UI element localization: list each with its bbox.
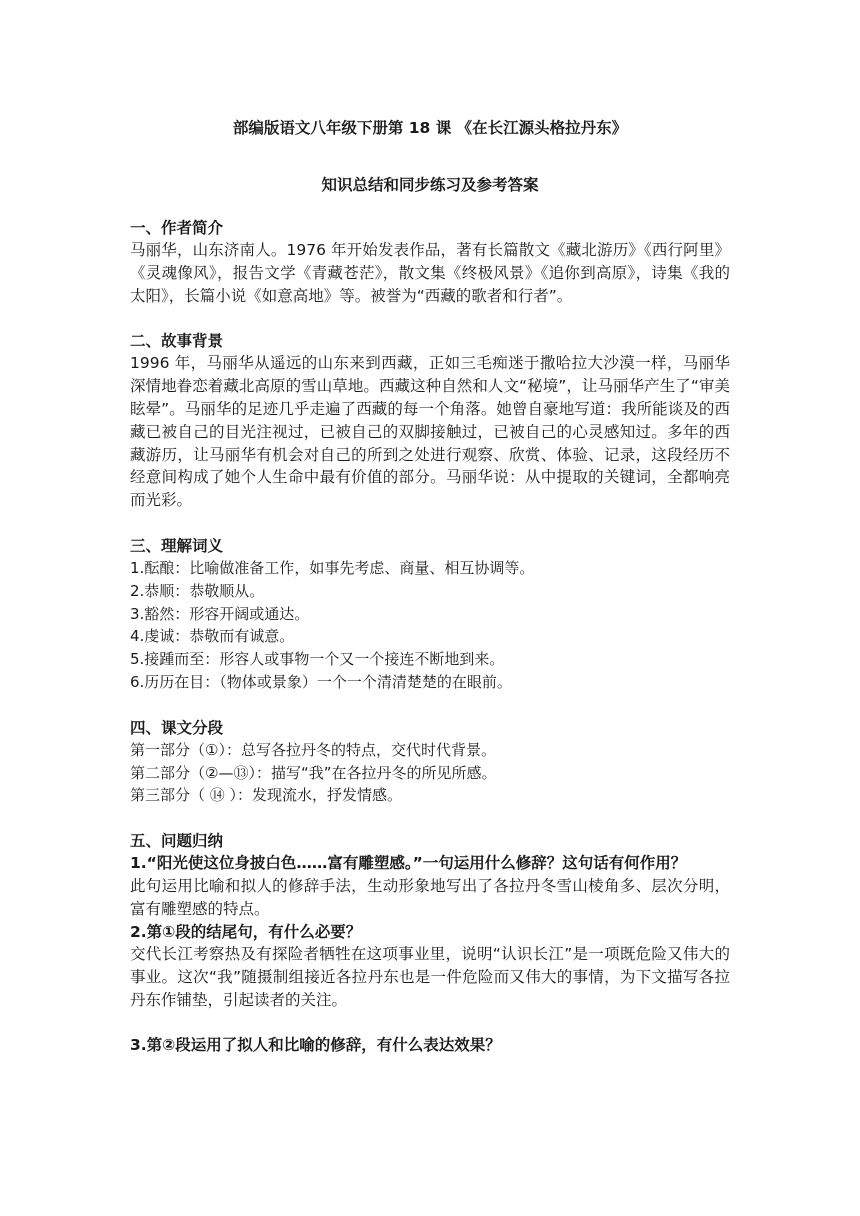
document-title: 部编版语文八年级下册第 18 课 《在长江源头格拉丹东》 bbox=[232, 119, 628, 137]
section-background bbox=[130, 330, 730, 512]
section-heading: 一、作者简介 bbox=[130, 219, 224, 237]
section-vocab bbox=[130, 535, 730, 694]
document-page bbox=[130, 118, 730, 1057]
section-paragraph: 马丽华，山东济南人。1976 年开始发表作品，著有长篇散文《藏北游历》《西行阿里》《灵魂像风》，报告文学《青藏苍茫》，散文集《终极风景》《追你到高原》，诗集《我的太阳》，长篇小说《如意高地》等。被誉为“西藏的歌者和行者”。 bbox=[130, 241, 730, 305]
section-heading: 四、课文分段 bbox=[130, 718, 224, 737]
vocab-item: 3.豁然：形容开阔或通达。 bbox=[130, 604, 310, 623]
section-paragraph: 1996 年，马丽华从遥远的山东来到西藏，正如三毛痴迷于撒哈拉大沙漠一样，马丽华深情地眷恋着藏北高原的雪山草地。西藏这种自然和人文“秘境”，让马丽华产生了“审美眩晕”。马丽华的足迹几乎走遍了西藏的每一个角落。她曾自豪地写道：我所能谈及的西藏已被自己的目光注视过，已被自己的双脚接触过，已被自己的心灵感知过。多年的西藏游历，让马丽华有机会对自己的所到之处进行观察、欣赏、体验、记录，这段经历不经意间构成了她个人生命中最有价值的部分。马丽华说：从中提取的关键词，全都响亮而光彩。 bbox=[130, 354, 730, 510]
vocab-item: 5.接踵而至：形容人或事物一个又一个接连不断地到来。 bbox=[130, 650, 505, 669]
answer-2: 交代长江考察热及有探险者牺牲在这项事业里，说明“认识长江”是一项既危险又伟大的事业。这次“我”随摄制组接近各拉丹东也是一件危险而又伟大的事情，为下文描写各拉丹东作铺垫，引起读者的关注。 bbox=[130, 945, 730, 1009]
section-author bbox=[130, 217, 730, 307]
structure-item: 第三部分（ ⑭ ）：发现流水，抒发情感。 bbox=[130, 786, 403, 805]
vocab-item: 4.虔诚：恭敬而有诚意。 bbox=[130, 627, 295, 646]
section-structure bbox=[130, 717, 730, 807]
section-heading: 五、问题归纳 bbox=[130, 832, 224, 851]
spacer bbox=[130, 1012, 730, 1034]
vocab-item: 1.酝酿：比喻做准备工作，如事先考虑、商量、相互协调等。 bbox=[130, 558, 535, 577]
question-3: 3.第②段运用了拟人和比喻的修辞，有什么表达效果？ bbox=[130, 1035, 501, 1054]
answer-1: 此句运用比喻和拟人的修辞手法，生动形象地写出了各拉丹冬雪山棱角多、层次分明，富有雕塑感的特点。 bbox=[130, 876, 730, 918]
section-heading: 三、理解词义 bbox=[130, 536, 224, 555]
vocab-item: 6.历历在目：（物体或景象）一个一个清清楚楚的在眼前。 bbox=[130, 672, 512, 691]
structure-item: 第一部分（①）：总写各拉丹冬的特点，交代时代背景。 bbox=[130, 740, 496, 759]
question-2: 2.第①段的结尾句，有什么必要？ bbox=[130, 922, 362, 941]
question-1: 1.“阳光使这位身披白色……富有雕塑感。”一句运用什么修辞？这句话有何作用？ bbox=[130, 854, 687, 873]
section-heading: 二、故事背景 bbox=[130, 332, 224, 351]
vocab-item: 2.恭顺：恭敬顺从。 bbox=[130, 581, 265, 600]
document-subtitle: 知识总结和同步练习及参考答案 bbox=[321, 176, 539, 194]
section-questions bbox=[130, 830, 730, 1056]
structure-item: 第二部分（②—⑬）：描写“我”在各拉丹冬的所见所感。 bbox=[130, 763, 497, 782]
